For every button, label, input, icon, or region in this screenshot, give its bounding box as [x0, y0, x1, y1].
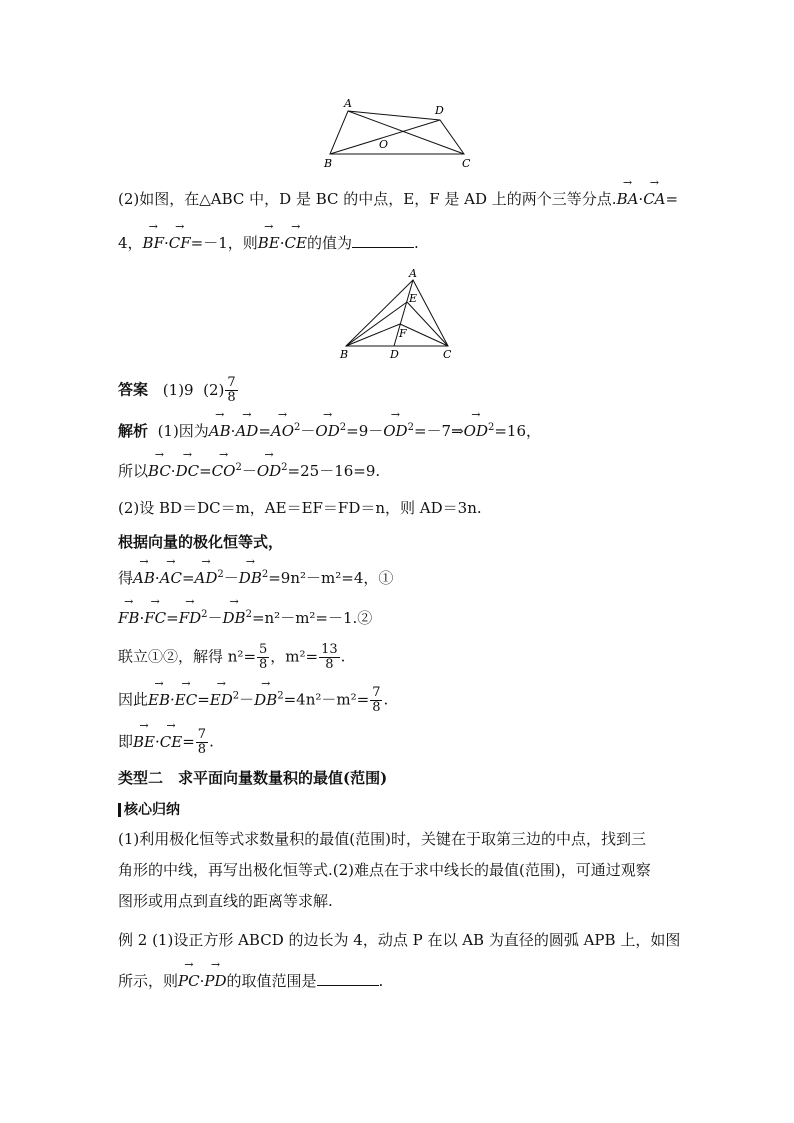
example2-line2: 所示，则→ PC·→ PD的取值范围是 . — [118, 970, 383, 992]
answer-blank — [352, 233, 414, 248]
solution-line3: (2)设 BD＝DC＝m，AE＝EF＝FD＝n，则 AD＝3n. — [118, 499, 482, 517]
label-C: C — [443, 348, 452, 360]
solution-line7: 联立①②，解得 n²= $\frac{5}{8}$ ，m²= $\frac{13}{8}$ . — [118, 642, 346, 672]
core-heading: 核心归纳 — [118, 799, 180, 821]
solution-line6: → $FB\cdot\to FC=\to FD^2-\to$ $DB^2=n^2-m^2=-1.②$ — [118, 607, 372, 629]
label-A: A — [409, 268, 417, 280]
solution-line4: 根据向量的极化恒等式， — [118, 533, 284, 551]
heading-bar-icon — [118, 803, 121, 817]
problem2-line1: (2)如图，在△ABC 中，D 是 BC 的中点，E，F 是 AD 上的两个三等分点.→ BA·→ CA= — [118, 188, 678, 210]
solution-line5: 得→ $AB\cdot\to AC=\to AD^2-\to DB^2=9n^2-m^2=4$，① — [118, 567, 393, 589]
solution-line9: 即→ BE·→ CE= $\frac{7}{8}$ . — [118, 728, 214, 757]
figure-triangle — [336, 268, 466, 360]
label-C: C — [462, 157, 471, 170]
answer-line: 答案 (1)9 (2) $\frac{7}{8}$ — [118, 375, 236, 405]
core-para-line2: 角形的中线，再写出极化恒等式.(2)难点在于求中线长的最值(范围)，可通过观察 — [118, 861, 651, 879]
core-para-line3: 图形或用点到直线的距离等求解. — [118, 892, 333, 910]
label-D: D — [390, 348, 399, 360]
type2-heading: 类型二 求平面向量数量积的最值(范围) — [118, 769, 388, 787]
example2-line1: 例 2 (1)设正方形 ABCD 的边长为 4，动点 P 在以 AB 为直径的圆弧 APB 上，如图 — [118, 931, 681, 949]
answer-blank-2 — [317, 971, 379, 986]
core-para-line1: (1)利用极化恒等式求数量积的最值(范围)时，关键在于取第三边的中点，找到三 — [118, 830, 646, 848]
label-O: O — [379, 138, 389, 151]
solution-line2: 所以→ $BC\cdot\to DC=\to CO^2-\to OD^2=25-16=9$. — [118, 460, 380, 482]
figure-trapezoid — [320, 96, 480, 176]
label-B: B — [324, 157, 333, 170]
problem2-line2: 4，→ BF·→ CF=－1，则→ BE·→ CE的值为 . — [118, 232, 419, 254]
solution-line8: 因此→ $EB\cdot\to EC=\to ED^2-\to DB^2=4n^2-m^2=$ $\frac{7}{8}$ . — [118, 686, 388, 715]
label-E: E — [409, 292, 418, 305]
label-B: B — [340, 348, 349, 360]
label-A: A — [344, 97, 352, 110]
label-F: F — [399, 327, 407, 340]
solution-line1: 解析 (1)因为→ $AB\cdot\to AD=\to AO^2-\to OD^2=9-\to$ $OD^2=-7\Rightarrow\to OD^2=16$， — [118, 420, 541, 442]
label-D: D — [435, 104, 444, 117]
